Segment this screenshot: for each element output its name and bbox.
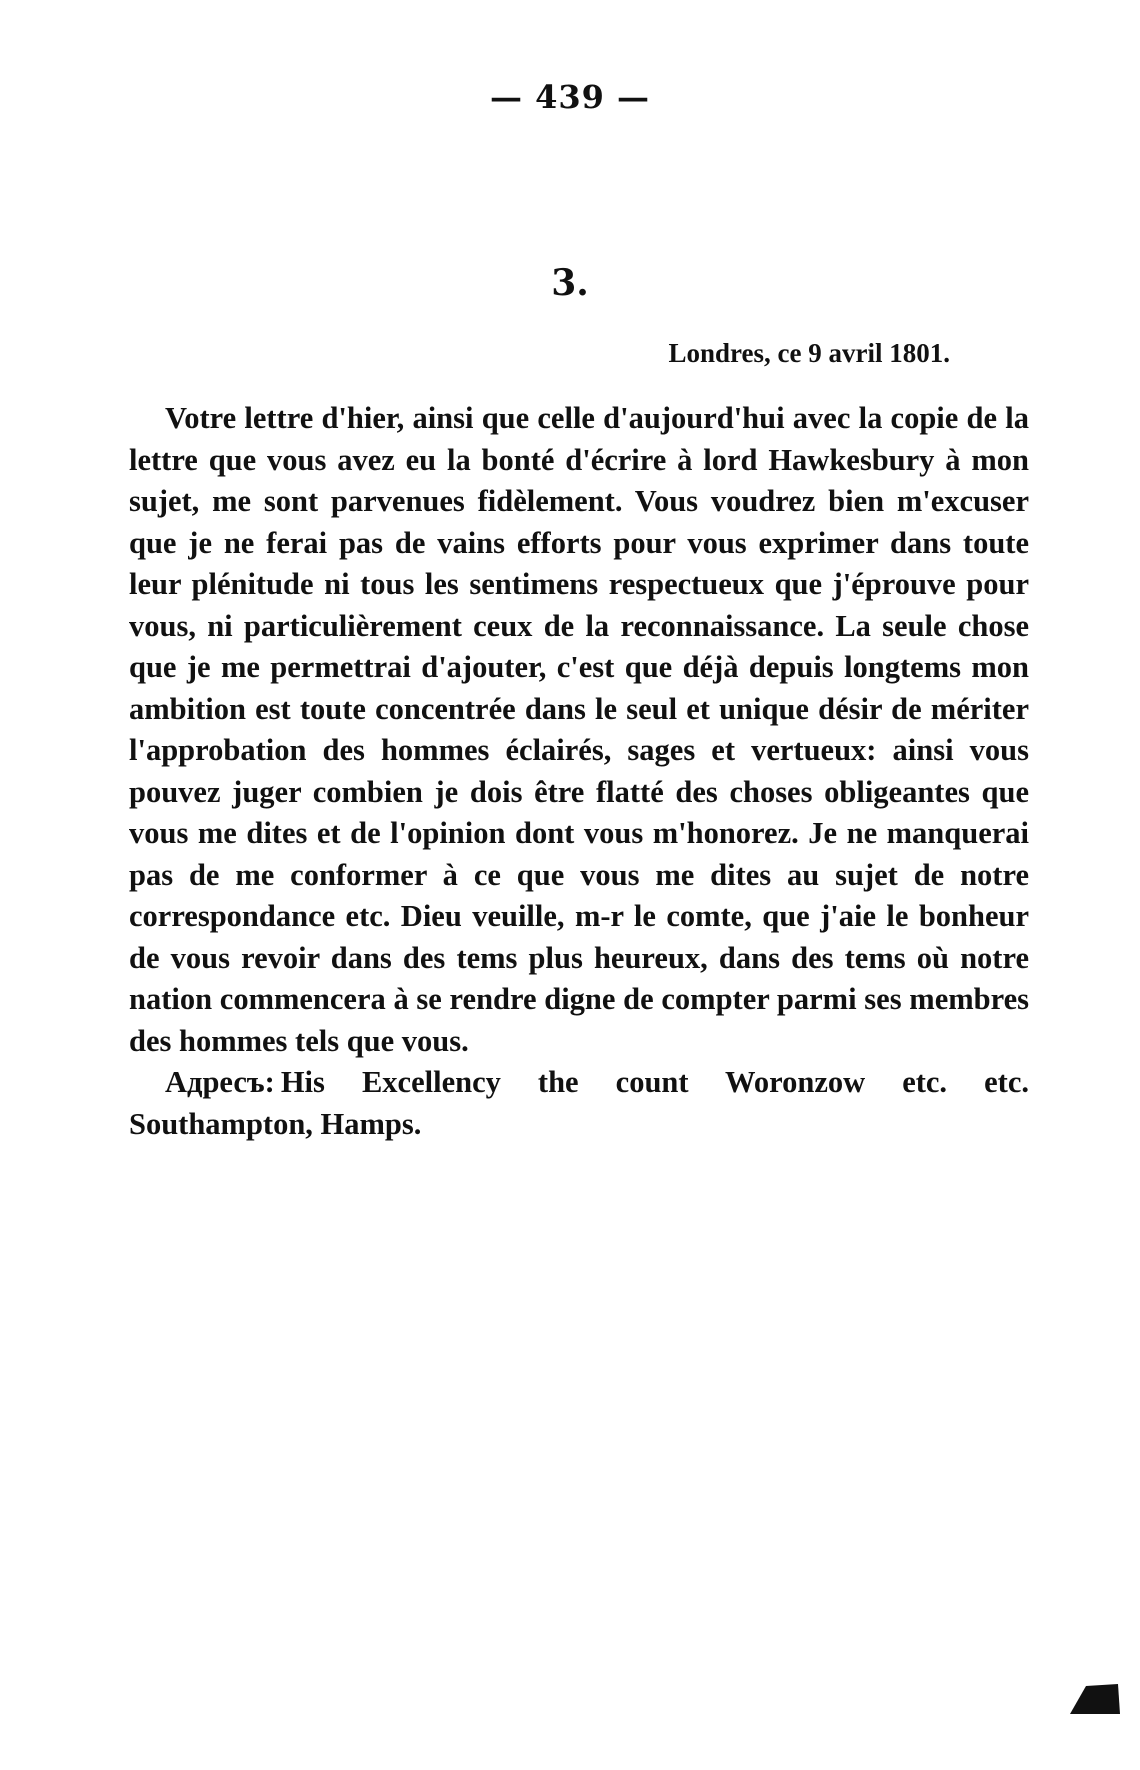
page-number: — 439 — [489, 78, 651, 116]
address-text: His Excellency the count Woronzow etc. etc. Southampton, Hamps. [129, 1065, 1029, 1141]
body-paragraph: Votre lettre d'hier, ainsi que celle d'aujourd'hui avec la copie de la lettre que vous avez eu la bonté d'écrire à lord Hawkesbury à mon sujet, me sont parvenues fidèlement. Vous voudrez bien m'excuser que je ne ferai pas de vains efforts pour vous exprimer dans toute leur plénitude ni tous les sentimens respectueux que j'éprouve pour vous, ni particulièrement ceux de la reconnaissance. La seule chose que je me permettrai d'ajouter, c'est que déjà depuis longtems mon ambition est toute concentrée dans le seul et unique désir de mériter l'approbation des hommes éclairés, sages et vertueux: ainsi vous pouvez juger combien je dois être flatté des choses obligeantes que vous me dites et de l'opinion dont vous m'honorez. Je ne manquerai pas de me conformer à ce que vous me dites au sujet de notre correspondance etc. Dieu veuille, m-r le comte, que j'aie le bonheur de vous revoir dans des tems plus heureux, dans des tems où notre nation commencera à se rendre digne de compter parmi ses membres des hommes tels que vous. [129, 401, 1029, 1058]
letter-number: 3. [551, 262, 589, 304]
scan-corner-mark [1068, 1680, 1122, 1716]
dateline: Londres, ce 9 avril 1801. [668, 338, 950, 368]
address-line [129, 1062, 1029, 1145]
letter-body [129, 398, 1029, 1145]
address-label: Адресъ: [165, 1065, 275, 1099]
